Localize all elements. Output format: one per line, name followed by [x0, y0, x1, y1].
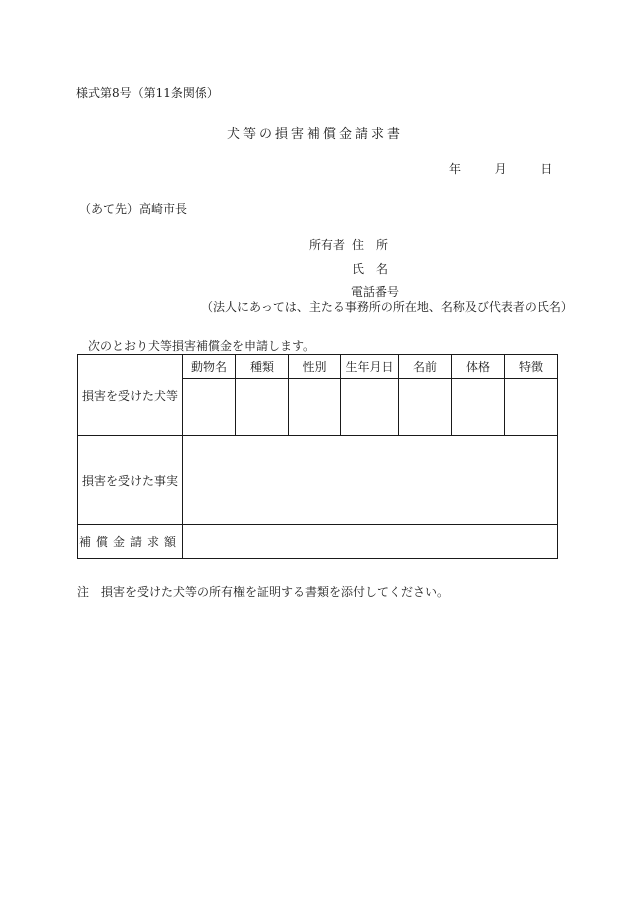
addressee: （あて先）高崎市長 [79, 202, 188, 216]
features-cell[interactable] [505, 379, 558, 436]
address-label: 住 所 [352, 238, 389, 252]
name-label: 氏 名 [352, 262, 389, 276]
damage-fact-cell[interactable] [183, 436, 558, 525]
sex-cell[interactable] [289, 379, 341, 436]
document-title: 犬等の損害補償金請求書 [226, 127, 403, 142]
breed-cell[interactable] [236, 379, 289, 436]
amount-cell[interactable] [183, 525, 558, 559]
damage-fact-label: 損害を受けた事実 [78, 436, 183, 525]
date-day-label: 日 [540, 162, 553, 176]
footnote: 注 損害を受けた犬等の所有権を証明する書類を添付してください。 [77, 585, 450, 599]
column-header-breed: 種類 [236, 355, 289, 379]
amount-label: 補償金請求額 [78, 525, 183, 559]
intro-text: 次のとおり犬等損害補償金を申請します。 [88, 339, 316, 353]
name-cell[interactable] [399, 379, 452, 436]
column-header-build: 体格 [452, 355, 505, 379]
date-year-label: 年 [449, 162, 462, 176]
date-line [449, 160, 552, 177]
birthdate-cell[interactable] [341, 379, 399, 436]
owner-label: 所有者 [309, 238, 346, 252]
animal-type-cell[interactable] [183, 379, 236, 436]
claim-table [77, 354, 558, 559]
date-month-label: 月 [494, 162, 507, 176]
column-header-name: 名前 [399, 355, 452, 379]
column-header-animal-type: 動物名 [183, 355, 236, 379]
column-header-sex: 性別 [289, 355, 341, 379]
amount-row [78, 525, 558, 559]
column-header-features: 特徴 [505, 355, 558, 379]
table-header-row [78, 355, 558, 379]
corporate-note: （法人にあっては、主たる事務所の所在地、名称及び代表者の氏名） [201, 300, 573, 314]
damage-fact-row [78, 436, 558, 525]
form-number: 様式第8号（第11条関係） [76, 86, 219, 100]
phone-label: 電話番号 [351, 285, 400, 299]
column-header-birthdate: 生年月日 [341, 355, 399, 379]
damaged-animal-label: 損害を受けた犬等 [78, 355, 183, 436]
build-cell[interactable] [452, 379, 505, 436]
